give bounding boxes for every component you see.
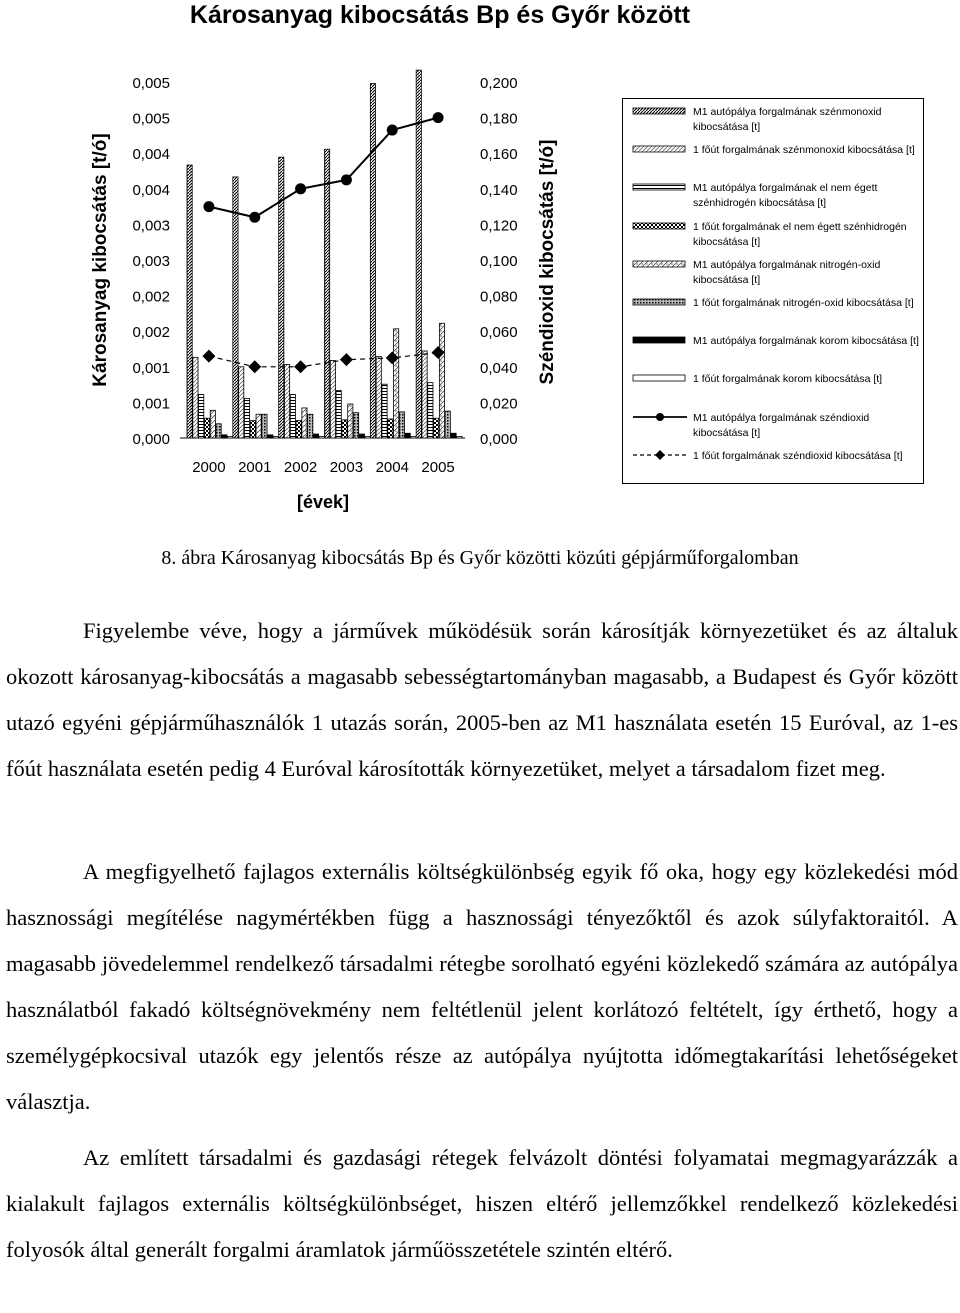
body-paragraph: Figyelembe véve, hogy a járművek működésük során károsítják környezetüket és az általuk okozott károsanyag-kibocsátás a magasabb sebességtartományban magasabb, a Budapest és Győr között utazó egyéni gépjárműhasználók 1 utazás során, 2005-ben az M1 használata esetén 15 Euróval, az 1-es főút használata esetén pedig 4 Euróval károsították környezetüket, melyet a társadalom fizet meg.	[6, 618, 958, 781]
body-paragraph: A megfigyelhető fajlagos externális költségkülönbség egyik fő oka, hogy egy közlekedési mód hasznossági megítélése nagymértékben függ a hasznossági tényezőktől és azok súlyfaktoraitól. A magasabb jövedelemmel rendelkező társadalmi rétegbe sorolható egyéni közlekedő számára az autópálya használatból fakadó költségnövekmény nem feltétlenül jelent korlátozó feltételt, így érthető, hogy a személygépkocsival utazók egy jelentős része az autópálya nyújtotta időmegtakarítási lehetőségeket választja.	[6, 859, 958, 1114]
bar	[228, 436, 233, 438]
bar	[348, 404, 353, 438]
legend-swatch	[631, 372, 689, 400]
bar	[439, 323, 444, 438]
bar	[284, 364, 289, 438]
y2-tick-label: 0,160	[480, 146, 518, 164]
bar	[370, 84, 375, 438]
legend-label: M1 autópálya forgalmának nitrogén-oxid kibocsátása [t]	[693, 258, 881, 286]
bar	[342, 420, 347, 438]
legend-label: 1 főút forgalmának szénmonoxid kibocsátása [t]	[693, 144, 915, 157]
chart-title: Károsanyag kibocsátás Bp és Győr között	[189, 1, 691, 29]
y2-tick-label: 0,200	[480, 75, 518, 92]
legend-swatch	[631, 296, 689, 324]
y2-tick-label: 0,020	[480, 395, 518, 413]
y2-tick-label: 0,000	[480, 431, 518, 448]
y-tick-label: 0,004	[132, 181, 170, 199]
chart-legend	[622, 98, 924, 484]
bar	[416, 70, 421, 438]
x-tick-label: 2001	[238, 459, 272, 476]
legend-swatch	[631, 411, 689, 439]
y2-tick-label: 0,140	[480, 181, 518, 199]
x-tick-label: 2003	[329, 459, 364, 476]
series-point	[249, 212, 260, 223]
y-tick-label: 0,002	[132, 324, 170, 342]
legend-swatch	[631, 334, 689, 362]
series-point	[340, 353, 353, 366]
bar	[250, 421, 255, 438]
bar	[365, 436, 370, 438]
y2-tick-label: 0,100	[480, 253, 518, 270]
y-tick-label: 0,002	[132, 288, 170, 306]
bar	[457, 436, 462, 438]
y-axis-title: Károsanyag kibocsátás [t/ó]	[90, 133, 111, 387]
bar	[199, 394, 204, 438]
legend-label: 1 főút forgalmának korom kibocsátása [t]	[693, 373, 883, 386]
y-tick-label: 0,001	[132, 395, 170, 413]
legend-swatch	[631, 181, 689, 209]
y-tick-label: 0,001	[132, 359, 170, 377]
bar	[210, 410, 215, 438]
bar	[445, 411, 450, 438]
y2-axis-title: Széndioxid kibocsátás [t/ó]	[537, 139, 558, 385]
y-tick-label: 0,003	[132, 217, 170, 235]
legend-label: M1 autópálya forgalmának szénmonoxid kibocsátása [t]	[693, 106, 882, 133]
legend-label: M1 autópálya forgalmának el nem égett szénhidrogén kibocsátása [t]	[693, 182, 878, 210]
bar	[313, 434, 318, 438]
series-line	[209, 118, 438, 218]
bar	[428, 383, 433, 438]
bar	[319, 436, 324, 438]
bar	[193, 357, 198, 438]
x-tick-label: 2005	[421, 459, 455, 476]
bar	[222, 435, 227, 438]
y-tick-label: 0,004	[132, 146, 170, 164]
bar	[268, 435, 273, 438]
series-point	[341, 174, 352, 185]
bar	[244, 398, 249, 438]
bar	[359, 434, 364, 438]
bar	[399, 412, 404, 438]
bar	[308, 414, 313, 438]
y-tick-label: 0,005	[132, 75, 170, 92]
bar	[302, 408, 307, 438]
bar	[262, 414, 267, 438]
bar	[273, 436, 278, 438]
legend-swatch	[631, 105, 689, 133]
bar	[451, 433, 456, 438]
legend-label: 1 főút forgalmának nitrogén-oxid kibocsátása [t]	[693, 297, 914, 309]
y-tick-label: 0,005	[132, 110, 170, 128]
y-tick-label: 0,000	[132, 431, 170, 448]
bar	[434, 418, 439, 438]
bar	[187, 165, 192, 438]
y2-tick-label: 0,040	[480, 359, 518, 377]
bar	[411, 436, 416, 438]
bar	[296, 421, 301, 438]
bar	[204, 418, 209, 438]
bar	[325, 149, 330, 438]
bar	[233, 177, 238, 438]
legend-swatch	[631, 220, 689, 248]
bar	[256, 414, 261, 438]
series-line	[209, 353, 438, 367]
series-point	[433, 112, 444, 123]
bar	[216, 424, 221, 438]
bar	[394, 329, 399, 438]
legend-label: 1 főút forgalmának széndioxid kibocsátása [t]	[693, 449, 903, 462]
legend-swatch	[631, 449, 689, 477]
legend-swatch	[631, 258, 689, 286]
series-point	[202, 350, 215, 363]
bar	[405, 433, 410, 438]
bar	[354, 413, 359, 438]
x-tick-label: 2002	[283, 459, 318, 476]
bar	[239, 367, 244, 438]
series-point	[387, 125, 398, 136]
series-point	[203, 201, 214, 212]
bar	[290, 394, 295, 438]
legend-label: 1 főút forgalmának el nem égett szénhidrogén kibocsátása [t]	[693, 220, 907, 248]
x-axis-title: [évek]	[296, 492, 350, 512]
series-point	[248, 360, 261, 373]
bar	[382, 384, 387, 438]
legend-label: M1 autópálya forgalmának széndioxid kibocsátása [t]	[693, 411, 870, 439]
bar	[388, 419, 393, 438]
legend-swatch	[631, 143, 689, 171]
series-point	[295, 183, 306, 194]
y2-tick-label: 0,120	[480, 217, 518, 235]
x-tick-label: 2004	[375, 459, 409, 476]
body-paragraph: Az említett társadalmi és gazdasági rétegek felvázolt döntési folyamatai megmagyarázzák a kialakult fajlagos externális költségkülönbséget, hiszen eltérő jellemzőkkel rendelkező közlekedési folyosók által generált forgalmi áramlatok járműösszetétele szintén eltérő.	[6, 1145, 958, 1262]
bar	[336, 391, 341, 438]
bar	[330, 360, 335, 438]
y2-tick-label: 0,060	[480, 324, 518, 342]
bar	[376, 357, 381, 438]
y-tick-label: 0,003	[132, 253, 170, 270]
x-tick-label: 2000	[192, 459, 226, 476]
figure-caption: 8. ábra Károsanyag kibocsátás Bp és Győr közötti közúti gépjárműforgalomban	[161, 547, 799, 569]
series-point	[294, 360, 307, 373]
legend-label: M1 autópálya forgalmának korom kibocsátása [t]	[693, 335, 919, 348]
y2-tick-label: 0,080	[480, 288, 518, 306]
y2-tick-label: 0,180	[480, 110, 518, 128]
bar	[422, 351, 427, 438]
